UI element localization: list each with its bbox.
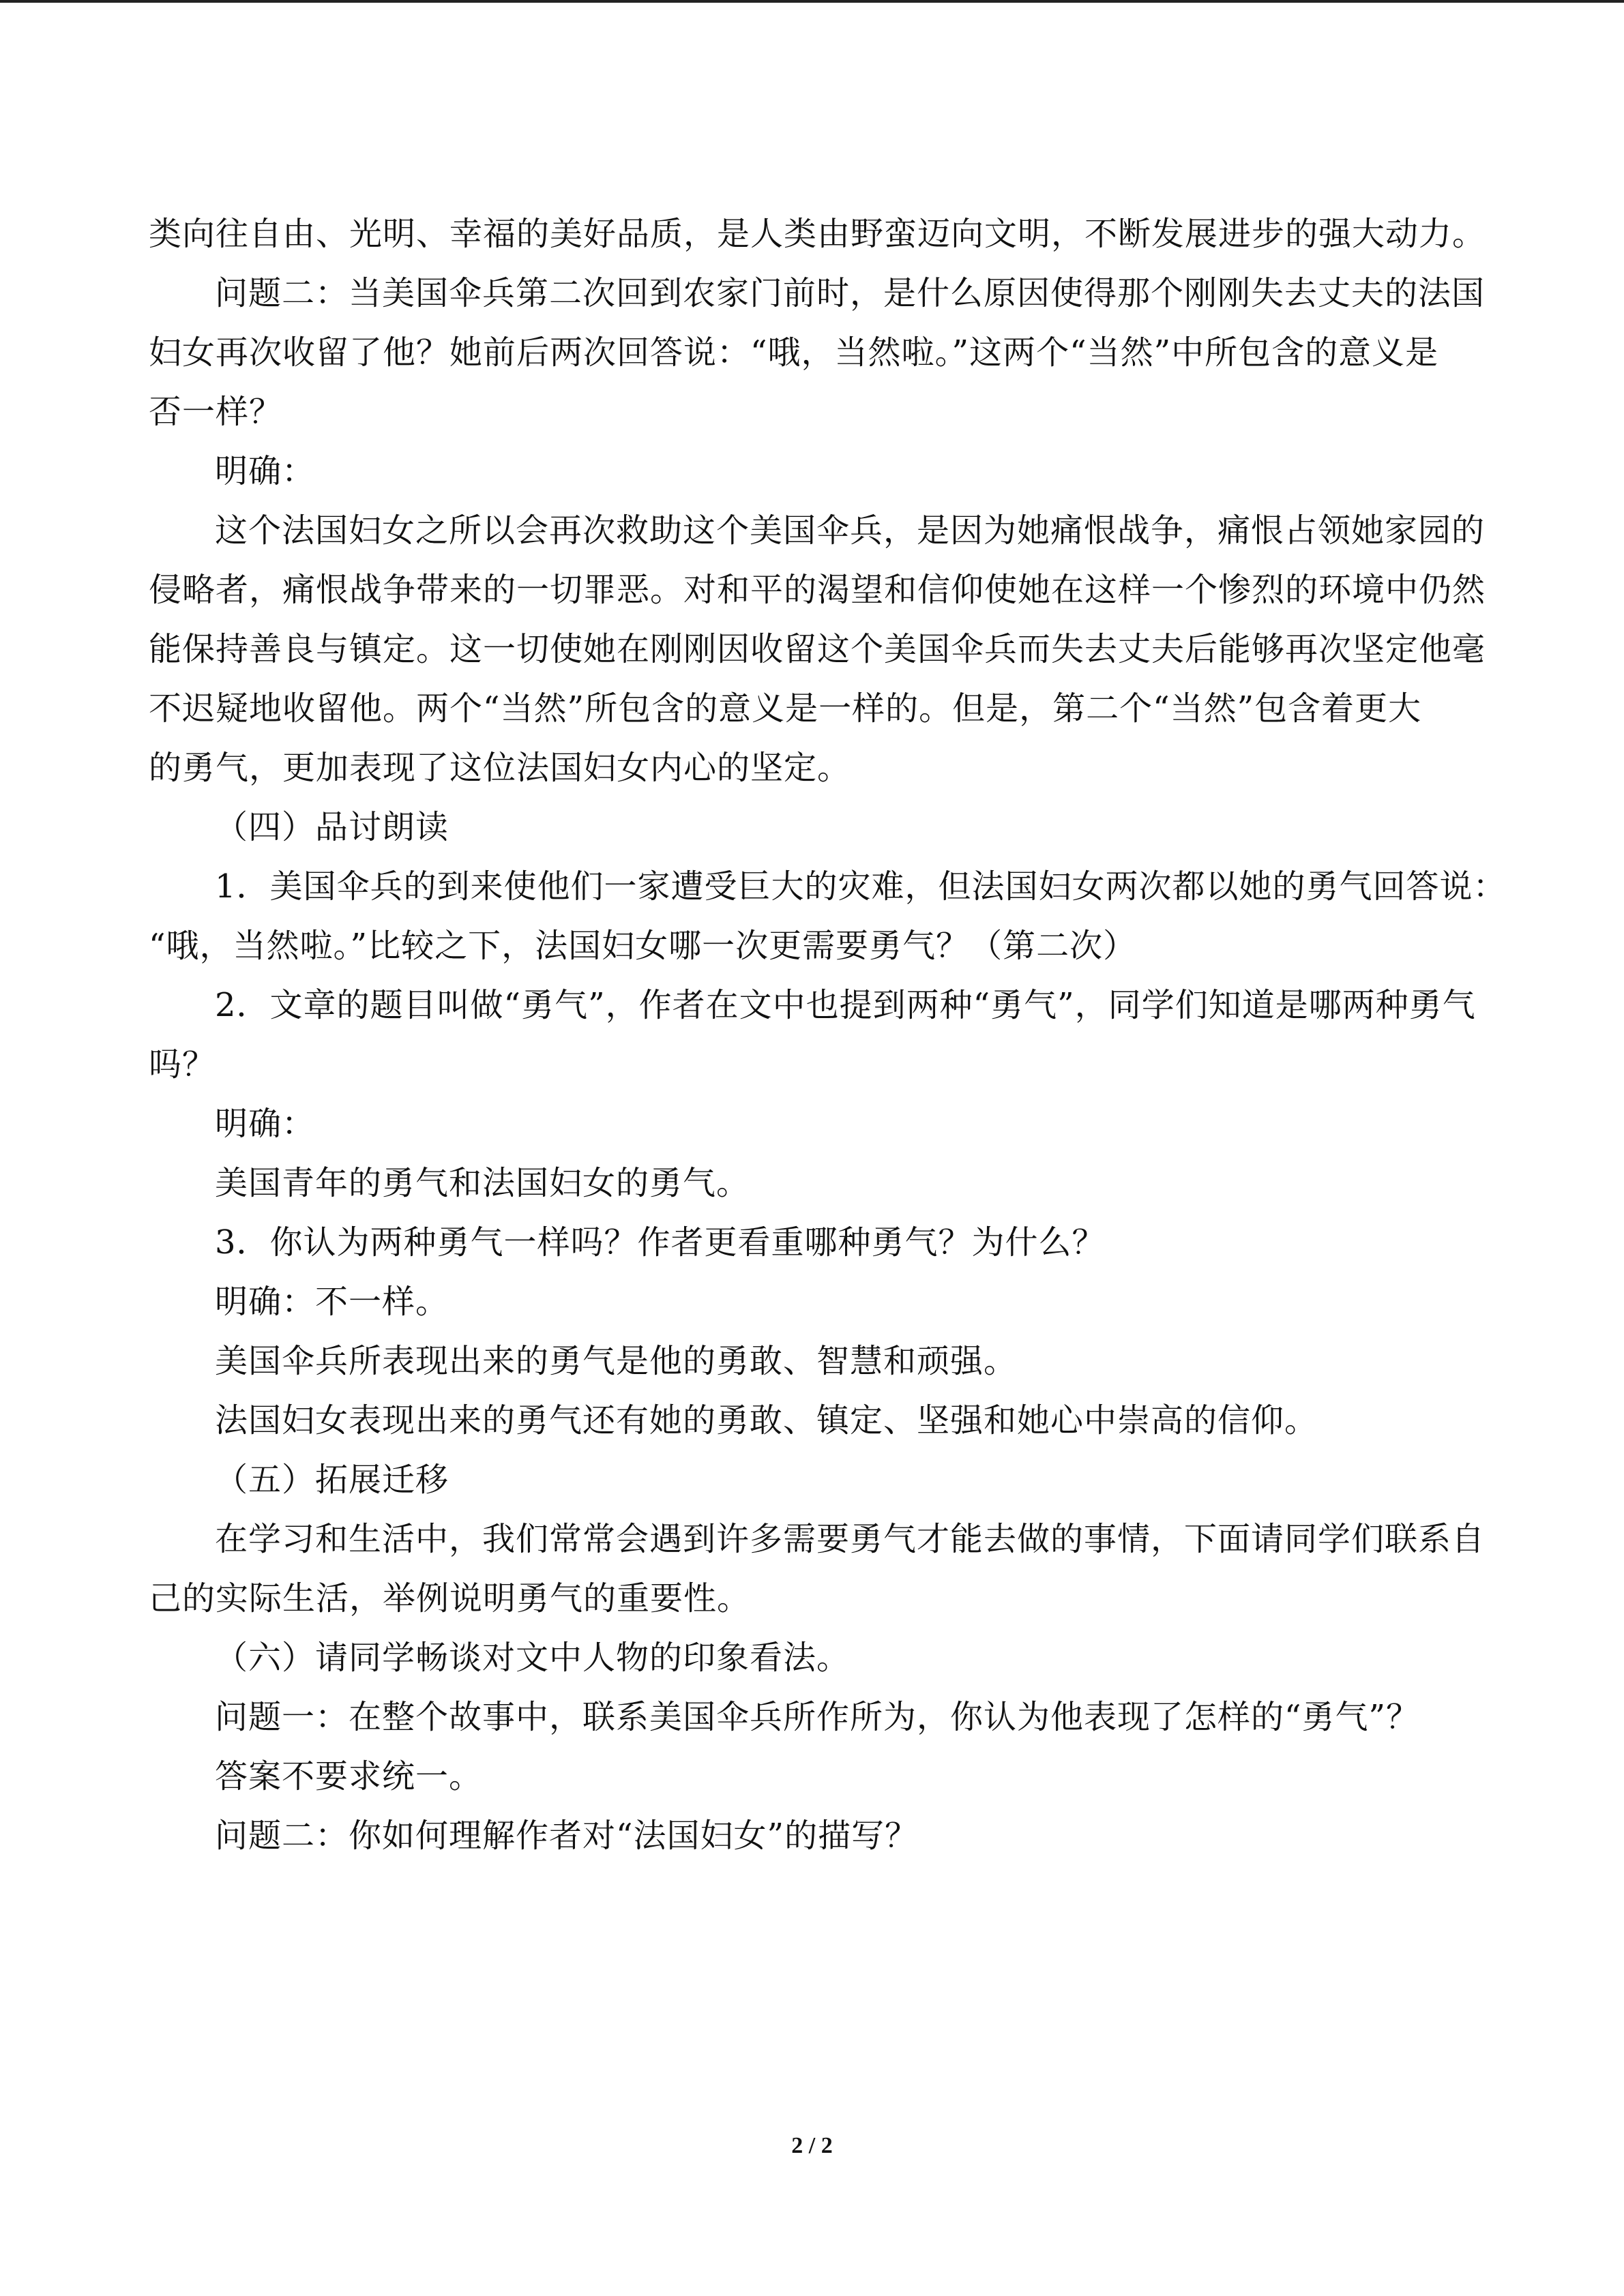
paragraph-line: 侵略者，痛恨战争带来的一切罪恶。对和平的渴望和信仰使她在这样一个惨烈的环境中仍然	[149, 571, 1486, 609]
paragraph-line: 否一样？	[149, 393, 283, 431]
answer-label: 明确：	[215, 1105, 316, 1143]
question-line: 问题二：你如何理解作者对“法国妇女”的描写？	[215, 1817, 919, 1855]
page-number: 2 / 2	[791, 2133, 833, 2158]
top-border-rule	[0, 0, 1624, 3]
paragraph-line: 美国青年的勇气和法国妇女的勇气。	[215, 1164, 750, 1202]
question-line: 问题一：在整个故事中，联系美国伞兵所作所为，你认为他表现了怎样的“勇气”？	[215, 1698, 1420, 1736]
answer-label: 明确：	[215, 452, 316, 490]
paragraph-line: 这个法国妇女之所以会再次救助这个美国伞兵，是因为她痛恨战争，痛恨占领她家园的	[215, 511, 1486, 550]
paragraph-line: 不迟疑地收留他。两个“当然”所包含的意义是一样的。但是，第二个“当然”包含着更大	[149, 689, 1422, 728]
numbered-item: 2．文章的题目叫做“勇气”，作者在文中也提到两种“勇气”，同学们知道是哪两种勇气	[215, 986, 1476, 1024]
paragraph-line: 的勇气，更加表现了这位法国妇女内心的坚定。	[149, 749, 851, 787]
paragraph-line: 吗？	[149, 1045, 216, 1084]
paragraph-line: 答案不要求统一。	[215, 1757, 483, 1795]
paragraph-line: “哦，当然啦。”比较之下，法国妇女哪一次更需要勇气？（第二次）	[149, 927, 1137, 965]
question-line: 问题二：当美国伞兵第二次回到农家门前时，是什么原因使得那个刚刚失去丈夫的法国	[215, 274, 1486, 312]
paragraph-line: 己的实际生活，举例说明勇气的重要性。	[149, 1579, 751, 1617]
section-heading: （四）品讨朗读	[215, 808, 449, 846]
paragraph-line: 类向往自由、光明、幸福的美好品质，是人类由野蛮迈向文明，不断发展进步的强大动力。	[149, 215, 1486, 253]
paragraph-line: 在学习和生活中，我们常常会遇到许多需要勇气才能去做的事情，下面请同学们联系自	[215, 1520, 1486, 1558]
document-body	[149, 205, 1507, 1866]
section-heading: （五）拓展迁移	[215, 1461, 449, 1499]
answer-label: 明确：不一样。	[215, 1283, 449, 1321]
paragraph-line: 能保持善良与镇定。这一切使她在刚刚因收留这个美国伞兵而失去丈夫后能够再次坚定他毫	[149, 630, 1486, 668]
paragraph-line: 妇女再次收留了他？她前后两次回答说：“哦，当然啦。”这两个“当然”中所包含的意义是	[149, 333, 1439, 372]
section-heading: （六）请同学畅谈对文中人物的印象看法。	[215, 1639, 851, 1677]
paragraph-line: 美国伞兵所表现出来的勇气是他的勇敢、智慧和顽强。	[215, 1342, 1018, 1380]
numbered-item: 1．美国伞兵的到来使他们一家遭受巨大的灾难，但法国妇女两次都以她的勇气回答说：	[215, 867, 1507, 906]
numbered-item: 3．你认为两种勇气一样吗？作者更看重哪种勇气？为什么？	[215, 1223, 1106, 1262]
paragraph-line: 法国妇女表现出来的勇气还有她的勇敢、镇定、坚强和她心中崇高的信仰。	[215, 1401, 1318, 1440]
